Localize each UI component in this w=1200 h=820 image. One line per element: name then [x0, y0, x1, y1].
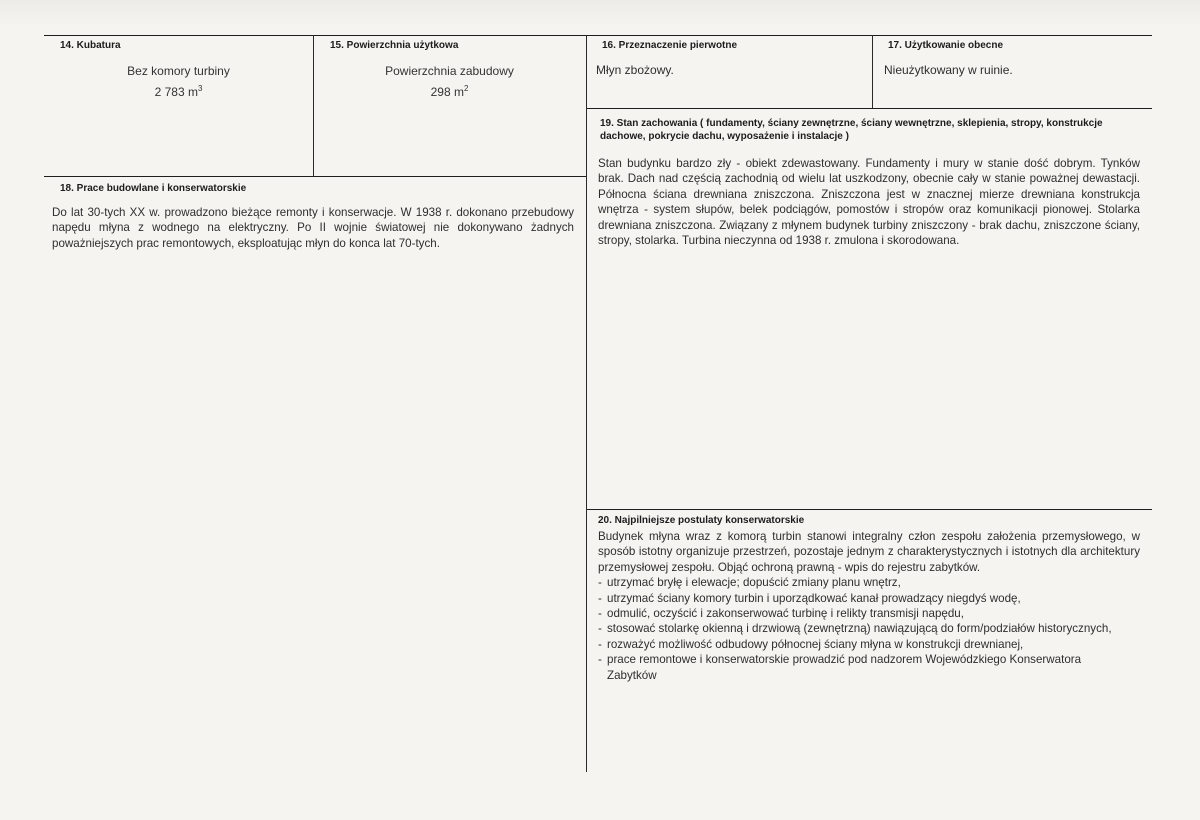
top-rule [44, 35, 1152, 36]
divider-16-17 [872, 35, 873, 108]
postulaty-title: 20. Najpilniejsze postulaty konserwatorskie [598, 515, 805, 526]
postulaty-intro: Budynek młyna wraz z komorą turbin stanowi integralny człon zespołu założenia przemysłowego, w sposób istotny organizuje przestrzeń, pozostaje jednym z charakterystycznych i istotnych dla architektury przemysłowej zespołu. Objąć ochroną prawną - wpis do rejestru zabytków. [598, 530, 1140, 574]
rule-under-16-17 [586, 108, 1152, 109]
powierzchnia-value-text: 298 m [430, 85, 464, 99]
kubatura-value [44, 84, 313, 99]
kubatura-line1: Bez komory turbiny [127, 64, 230, 78]
uzytkowanie-value: Nieużytkowany w ruinie. [884, 63, 1013, 77]
uzytkowanie-title: 17. Użytkowanie obecne [888, 40, 1004, 51]
list-item: - odmulić, oczyścić i zakonserwować turbinę i relikty transmisji napędu, [598, 606, 1140, 621]
list-item: - utrzymać bryłę i elewacje; dopuścić zmiany planu wnętrz, [598, 575, 1140, 590]
powierzchnia-unit-exp: 2 [463, 84, 469, 93]
divider-14-15 [313, 35, 314, 176]
main-divider [586, 35, 587, 772]
list-item: - utrzymać ściany komory turbin i uporządkować kanał prowadzący niegdyś wodę, [598, 591, 1140, 606]
powierzchnia-value [313, 84, 586, 99]
kubatura-unit-exp: 3 [197, 84, 203, 93]
stan-title: 19. Stan zachowania ( fundamenty, ściany zewnętrzne, ściany wewnętrzne, sklepienia, stropy, konstrukcje dachowe, pokrycie dachu, wyposażenie i instalacje ) [600, 118, 1103, 142]
scan-edge [0, 0, 1200, 26]
prace-text: Do lat 30-tych XX w. prowadzono bieżące remonty i konserwacje. W 1938 r. dokonano przebudowy napędu młyna z wodnego na elektryczny. Po II wojnie światowej nie dokonywano żadnych poważniejszych prac remontowych, eksploatując młyn do konca lat 70-tych. [52, 206, 574, 250]
list-item: - stosować stolarkę okienną i drzwiową (zewnętrzną) nawiązującą do form/podziałów historycznych, [598, 621, 1140, 636]
kubatura-value-text: 2 783 m [154, 85, 198, 99]
przeznaczenie-value: Młyn zbożowy. [596, 63, 674, 77]
postulaty-list [598, 575, 1140, 683]
rule-above-18 [44, 176, 586, 177]
powierzchnia-title: 15. Powierzchnia użytkowa [330, 40, 459, 51]
przeznaczenie-title: 16. Przeznaczenie pierwotne [602, 40, 738, 51]
prace-title: 18. Prace budowlane i konserwatorskie [60, 183, 247, 194]
list-item: - rozważyć możliwość odbudowy północnej ściany młyna w konstrukcji drewnianej, [598, 637, 1140, 652]
postulaty-body [598, 529, 1140, 683]
stan-text: Stan budynku bardzo zły - obiekt zdewastowany. Fundamenty i mury w stanie dość dobrym. Tynków brak. Dach nad częścią zachodnią od wielu lat uszkodzony, obecnie cały w stanie poważnej dewastacji. Północna ściana drewniana zniszczona. Zniszczona jest w znacznej mierze drewniana konstrukcja wnętrza - system słupów, belek podciągów, pomostów i stropów oraz komunikacji pionowej. Stolarka drewniana zniszczona. Związany z młynem budynek turbiny zniszczony - brak dachu, zniszczone ściany, stropy, stolarka. Turbina nieczynna od 1938 r. zmulona i skorodowana. [598, 157, 1140, 248]
powierzchnia-line1: Powierzchnia zabudowy [385, 64, 514, 78]
rule-above-20 [586, 509, 1152, 510]
list-item: - prace remontowe i konserwatorskie prowadzić pod nadzorem Wojewódzkiego Konserwatora Zabytków [598, 652, 1107, 683]
kubatura-title: 14. Kubatura [60, 40, 121, 51]
